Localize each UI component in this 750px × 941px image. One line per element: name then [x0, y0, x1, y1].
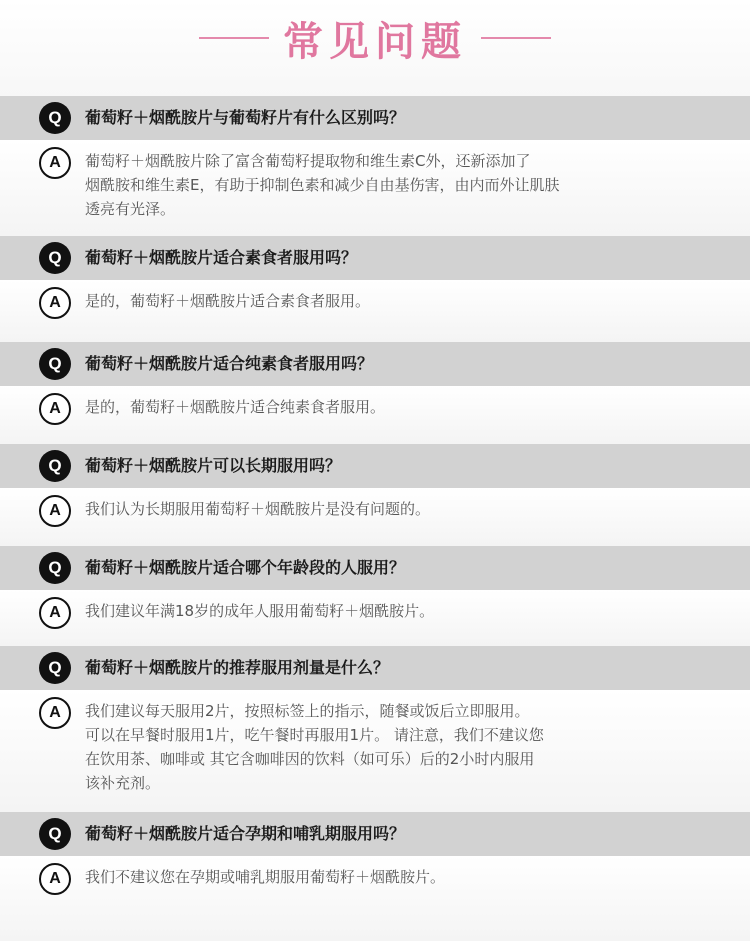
answer-line: 可以在早餐时服用1片，吃午餐时再服用1片。 请注意，我们不建议您	[85, 726, 544, 744]
faq-question-3	[0, 342, 750, 386]
a-badge-icon: A	[39, 147, 71, 179]
title-left-rule	[199, 37, 269, 39]
answer-line: 我们认为长期服用葡萄籽＋烟酰胺片是没有问题的。	[85, 500, 431, 518]
answer-text	[85, 149, 665, 221]
answer-text	[85, 599, 665, 623]
faq-question-6	[0, 646, 750, 690]
answer-line: 烟酰胺和维生素E，有助于抑制色素和减少自由基伤害，由内而外让肌肤	[85, 176, 560, 194]
page-title: 常见问题	[283, 18, 467, 65]
q-badge-icon: Q	[39, 102, 71, 134]
faq-answer-4	[0, 488, 750, 546]
answer-text	[85, 865, 665, 889]
q-badge-icon: Q	[39, 652, 71, 684]
faq-answer-1	[0, 140, 750, 236]
answer-text	[85, 497, 665, 521]
question-text: 葡萄籽＋烟酰胺片适合哪个年龄段的人服用？	[85, 558, 406, 577]
answer-line: 我们建议年满18岁的成年人服用葡萄籽＋烟酰胺片。	[85, 602, 435, 620]
q-badge-icon: Q	[39, 242, 71, 274]
question-text: 葡萄籽＋烟酰胺片与葡萄籽片有什么区别吗？	[85, 108, 406, 127]
a-badge-icon: A	[39, 393, 71, 425]
faq-question-5	[0, 546, 750, 590]
answer-text	[85, 395, 665, 419]
answer-text	[85, 289, 665, 313]
question-text: 葡萄籽＋烟酰胺片适合孕期和哺乳期服用吗？	[85, 824, 406, 843]
faq-answer-7	[0, 856, 750, 941]
page-header	[0, 0, 750, 96]
answer-line: 在饮用茶、咖啡或 其它含咖啡因的饮料（如可乐）后的2小时内服用	[85, 750, 535, 768]
a-badge-icon: A	[39, 863, 71, 895]
answer-line: 该补充剂。	[85, 774, 161, 792]
q-badge-icon: Q	[39, 450, 71, 482]
question-text: 葡萄籽＋烟酰胺片的推荐服用剂量是什么？	[85, 658, 390, 677]
answer-line: 是的，葡萄籽＋烟酰胺片适合素食者服用。	[85, 292, 371, 310]
faq-question-2	[0, 236, 750, 280]
question-text: 葡萄籽＋烟酰胺片适合素食者服用吗？	[85, 248, 358, 267]
a-badge-icon: A	[39, 697, 71, 729]
answer-line: 透亮有光泽。	[85, 200, 176, 218]
title-right-rule	[481, 37, 551, 39]
faq-answer-5	[0, 590, 750, 646]
question-text: 葡萄籽＋烟酰胺片适合纯素食者服用吗？	[85, 354, 374, 373]
answer-line: 我们建议每天服用2片，按照标签上的指示，随餐或饭后立即服用。	[85, 702, 530, 720]
question-text: 葡萄籽＋烟酰胺片可以长期服用吗？	[85, 456, 342, 475]
q-badge-icon: Q	[39, 552, 71, 584]
faq-answer-6	[0, 690, 750, 812]
answer-line: 是的，葡萄籽＋烟酰胺片适合纯素食者服用。	[85, 398, 386, 416]
answer-line: 葡萄籽＋烟酰胺片除了富含葡萄籽提取物和维生素C外，还新添加了	[85, 152, 531, 170]
q-badge-icon: Q	[39, 818, 71, 850]
faq-question-1	[0, 96, 750, 140]
faq-answer-2	[0, 280, 750, 342]
a-badge-icon: A	[39, 495, 71, 527]
faq-question-4	[0, 444, 750, 488]
answer-line: 我们不建议您在孕期或哺乳期服用葡萄籽＋烟酰胺片。	[85, 868, 446, 886]
a-badge-icon: A	[39, 287, 71, 319]
faq-answer-3	[0, 386, 750, 444]
q-badge-icon: Q	[39, 348, 71, 380]
faq-question-7	[0, 812, 750, 856]
title-wrap	[0, 8, 750, 68]
answer-text	[85, 699, 665, 795]
a-badge-icon: A	[39, 597, 71, 629]
